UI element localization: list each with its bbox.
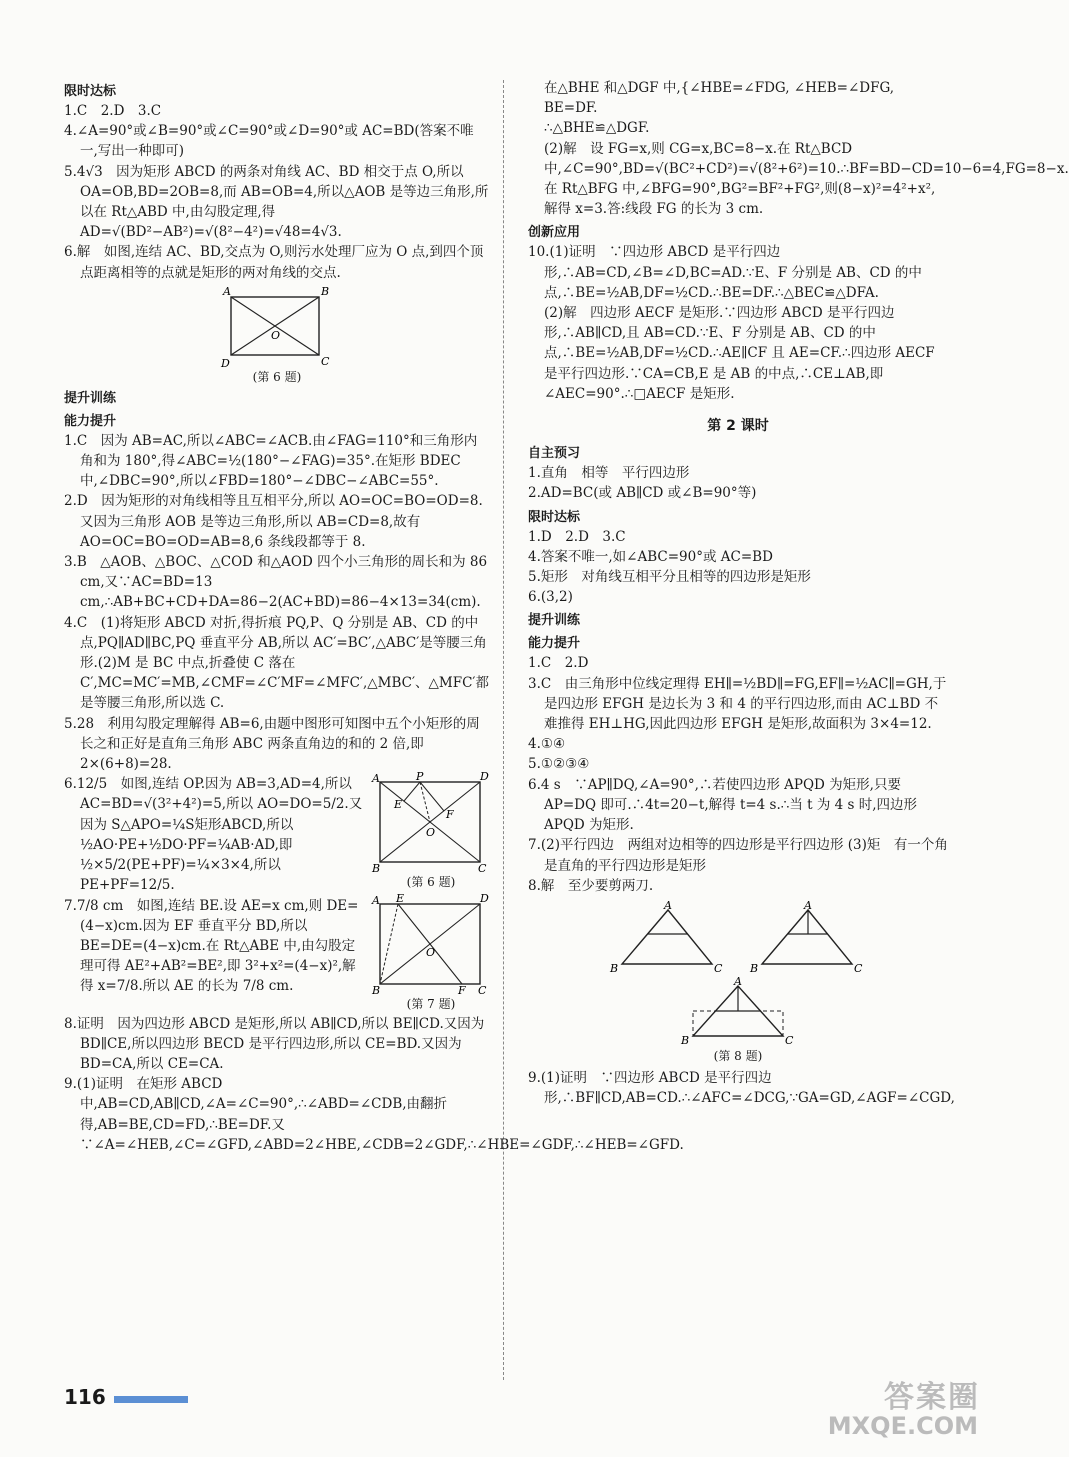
- svg-text:C: C: [854, 961, 863, 975]
- svg-text:F: F: [458, 983, 466, 997]
- page-number: 116: [64, 1385, 106, 1409]
- svg-text:C: C: [478, 983, 487, 997]
- svg-text:A: A: [734, 974, 742, 988]
- answer-line: 4.答案不唯一,如∠ABC=90°或 AC=BD: [528, 548, 773, 565]
- watermark-url: MXQE.COM: [827, 1412, 978, 1440]
- answer-line: 2.D 因为矩形的对角线相等且互相平分,所以 AO=OC=BO=OD=8.又因为三角形 AOB 是等边三角形,所以 AB=CD=8,故有 AO=OC=BO=OD=AB=8,6 条线段都等于 8.: [64, 493, 483, 550]
- svg-text:B: B: [750, 961, 759, 975]
- svg-text:P: P: [416, 770, 424, 784]
- figure-8-triangles: [528, 898, 948, 975]
- answer-line: 3.C 由三角形中位线定理得 EH∥=½BD∥=FG,EF∥=½AC∥=GH,于是四边形 EFGH 是边长为 3 和 4 的平行四边形,而由 AC⊥BD 不难推得 EH⊥HG,因此四边形 EFGH 是矩形,故面积为 3×4=12.: [528, 675, 947, 733]
- figure-7: [372, 891, 490, 1012]
- answer-line: 4.∠A=90°或∠B=90°或∠C=90°或∠D=90°或 AC=BD(答案不唯一,写出一种即可): [64, 123, 474, 160]
- answer-line: 10.(1)证明 ∵四边形 ABCD 是平行四边形,∴AB=CD,∠B=∠D,BC=AD.∵E、F 分别是 AB、CD 的中点,∴BE=½AB,DF=½CD.∴BE=DF.∴△BEC≌△DFA.: [528, 244, 922, 301]
- answer-line: 6.12/5 如图,连结 OP.因为 AB=3,AD=4,所以 AC=BD=√(3²+4²)=5,所以 AO=DO=5/2.又因为 S△APO=¼S矩形ABCD,所以½AO·PE+½DO·PF=¼AB·AD,即½×5/2(PE+PF)=¼×3×4,所以 PE+PF=12/5.: [64, 776, 363, 894]
- answer-line: 1.C 因为 AB=AC,所以∠ABC=∠ACB.由∠FAG=110°和三角形内角和为 180°,得∠ABC=½(180°−∠FAG)=35°.在矩形 BDEC 中,∠DBC=90°,所以∠FBD=180°−∠DBC−∠ABC=55°.: [64, 432, 478, 490]
- answer-line: 6.(3,2): [528, 589, 573, 606]
- svg-text:O: O: [271, 328, 281, 342]
- svg-text:C: C: [321, 354, 330, 368]
- rectangle-diagonals-diagram: [217, 284, 337, 370]
- svg-text:C: C: [714, 961, 723, 975]
- svg-text:F: F: [446, 808, 454, 822]
- answer-line: 5.4√3 因为矩形 ABCD 的两条对角线 AC、BD 相交于点 O,所以 OA=OB,BD=2OB=8,而 AB=OB=4,所以△AOB 是等边三角形,所以在 Rt△ABD 中,由勾股定理,得 AD=√(BD²−AB²)=√(8²−4²)=√48=4√3.: [64, 163, 489, 241]
- watermark-logo: 答案圈: [884, 1380, 980, 1415]
- svg-text:E: E: [394, 798, 403, 812]
- figure-caption: (第 7 题): [406, 996, 456, 1011]
- subsection-heading: 能力提升: [528, 636, 581, 652]
- section-heading: 限时达标: [64, 84, 117, 99]
- answer-line: 9.(1)证明 在矩形 ABCD 中,AB=CD,AB∥CD,∠A=∠C=90°,∴∠ABD=∠CDB,由翻折得,AB=BE,CD=FD,∴BE=DF.又∵∠A=∠HEB,∠C=∠GFD,∠ABD=2∠HBE,∠CDB=2∠GDF,∴∠HBE=∠GDF,∴∠HEB=∠GFD.: [64, 1076, 684, 1153]
- answer-line: 8.解 至少要剪两刀.: [528, 877, 654, 894]
- svg-text:O: O: [426, 826, 436, 840]
- section-heading: 提升训练: [64, 390, 117, 406]
- svg-text:A: A: [372, 772, 380, 786]
- answer-line: 8.证明 因为四边形 ABCD 是矩形,所以 AB∥CD,所以 BE∥CD.又因为 BD∥CE,所以四边形 BECD 是平行四边形,所以 CE=BD.又因为 BD=CA,所以 CE=CA.: [64, 1015, 485, 1072]
- section-heading: 提升训练: [528, 613, 581, 629]
- answer-line: 7.(2)平行四边 两组对边相等的四边形是平行四边形 (3)矩 有一个角是直角的平行四边形是矩形: [528, 837, 948, 874]
- figure-caption: (第 6 题): [252, 369, 302, 384]
- answer-line: 4.C (1)将矩形 ABCD 对折,得折痕 PQ,P、Q 分别是 AB、CD 的中点,PQ∥AD∥BC,PQ 垂直平分 AB,所以 AC′=BC′,△ABC′是等腰三角形.(2)M 是 BC 中点,折叠使 C 落在 C′,MC=MC′=MB,∠CMF=∠C′MF=∠MFC′,△MBC′、△MFC′都是等腰三角形,所以选 C.: [64, 614, 489, 712]
- triangle-cut-diagram: [748, 898, 868, 975]
- figure-6b: [372, 770, 490, 890]
- svg-text:E: E: [396, 891, 405, 905]
- svg-text:D: D: [480, 770, 489, 784]
- figure-caption: (第 6 题): [406, 875, 456, 890]
- answer-line: 1.直角 相等 平行四边形: [528, 465, 690, 482]
- section-heading: 自主预习: [528, 446, 581, 462]
- answer-line: 9.(1)证明 ∵四边形 ABCD 是平行四边形,∴BF∥CD,AB=CD.∴∠AFC=∠DCG,∵GA=GD,∠AGF=∠CGD,: [528, 1069, 955, 1107]
- figure-caption: (第 8 题): [713, 1048, 763, 1063]
- lesson-title: 第 2 课时: [707, 418, 769, 435]
- svg-text:D: D: [221, 356, 230, 370]
- subsection-heading: 能力提升: [64, 413, 117, 429]
- column-divider: [503, 80, 504, 1380]
- rectangle-ef-diagram: [372, 891, 490, 997]
- svg-text:D: D: [480, 891, 489, 905]
- answer-line: 6.解 如图,连结 AC、BD,交点为 O,则污水处理厂应为 O 点,到四个顶点距离相等的点就是矩形的两对角线的交点.: [64, 244, 484, 281]
- triangle-cut-diagram: [608, 898, 728, 975]
- section-heading: 创新应用: [528, 225, 581, 241]
- answer-line: 5.①②③④: [528, 756, 590, 773]
- answer-line: 1.D 2.D 3.C: [528, 528, 626, 545]
- svg-text:C: C: [785, 1033, 794, 1047]
- answer-line: (2)解 设 FG=x,则 CG=x,BC=8−x.在 Rt△BCD 中,∠C=90°,BD=√(BC²+CD²)=√(8²+6²)=10.∴BF=BD−CD=10−6=4,FG=8−x.在 Rt△BFG 中,∠BFG=90°,BG²=BF²+FG²,则(8−x)²=4²+x²,解得 x=3.答:线段 FG 的长为 3 cm.: [544, 140, 1069, 218]
- svg-text:B: B: [372, 862, 381, 876]
- answer-line: 1.C 2.D: [528, 655, 589, 672]
- figure-6-rectangle: [64, 284, 490, 385]
- answer-line: 2.AD=BC(或 AB∥CD 或∠B=90°等): [528, 485, 757, 502]
- answer-line: 3.B △AOB、△BOC、△COD 和△AOD 四个小三角形的周长和为 86 cm,又∵AC=BD=13 cm,∴AB+BC+CD+DA=86−2(AC+BD)=86−4×13=34(cm).: [64, 554, 488, 611]
- svg-text:B: B: [610, 961, 619, 975]
- svg-text:O: O: [426, 945, 436, 959]
- answer-line: 7.7/8 cm 如图,连结 BE.设 AE=x cm,则 DE=(4−x)cm.因为 EF 垂直平分 BD,所以 BE=DE=(4−x)cm.在 Rt△ABE 中,由勾股定理可得 AE²+AB²=BE²,即 3²+x²=(4−x)²,解得 x=7/8.所以 AE 的长为 7/8 cm.: [64, 897, 359, 995]
- svg-text:A: A: [372, 893, 380, 907]
- svg-text:B: B: [321, 284, 330, 298]
- answer-line: 5.矩形 对角线互相平分且相等的四边形是矩形: [528, 569, 811, 586]
- answer-line: (2)解 四边形 AECF 是矩形.∵四边形 ABCD 是平行四边形,∴AB∥CD,且 AB=CD.∵E、F 分别是 AB、CD 的中点,∴BE=½AB,DF=½CD.∴AE∥CF 且 AE=CF.∴四边形 AECF 是平行四边形.∵CA=CB,E 是 AB 的中点,∴CE⊥AB,即∠AEC=90°.∴□AECF 是矩形.: [544, 305, 935, 402]
- answer-line: 在△BHE 和△DGF 中,{∠HBE=∠FDG, ∠HEB=∠DFG, BE=DF.: [544, 80, 895, 117]
- figure-8: [528, 974, 948, 1064]
- answer-line: 1.C 2.D 3.C: [64, 103, 162, 119]
- answer-line: 4.①④: [528, 736, 566, 753]
- svg-text:A: A: [804, 898, 812, 912]
- page-number-bar: [114, 1396, 188, 1403]
- rectangle-pef-diagram: [372, 770, 490, 876]
- answer-line: ∴△BHE≌△DGF.: [544, 120, 650, 137]
- section-heading: 限时达标: [528, 509, 581, 525]
- svg-text:B: B: [372, 983, 381, 997]
- svg-text:A: A: [664, 898, 672, 912]
- svg-text:B: B: [681, 1033, 690, 1047]
- right-column: [528, 78, 1069, 1108]
- svg-text:A: A: [223, 284, 231, 298]
- answer-line: 5.28 利用勾股定理解得 AB=6,由题中图形可知图中五个小矩形的周长之和正好是直角三角形 ABC 两条直角边的和的 2 倍,即 2×(6+8)=28.: [64, 715, 480, 773]
- triangle-rectangle-diagram: [673, 974, 803, 1048]
- svg-text:C: C: [478, 862, 487, 876]
- answer-line: 6.4 s ∵AP∥DQ,∠A=90°,∴若使四边形 APQD 为矩形,只要 AP=DQ 即可.∴4t=20−t,解得 t=4 s.∴当 t 为 4 s 时,四边形 APQD 为矩形.: [528, 776, 918, 834]
